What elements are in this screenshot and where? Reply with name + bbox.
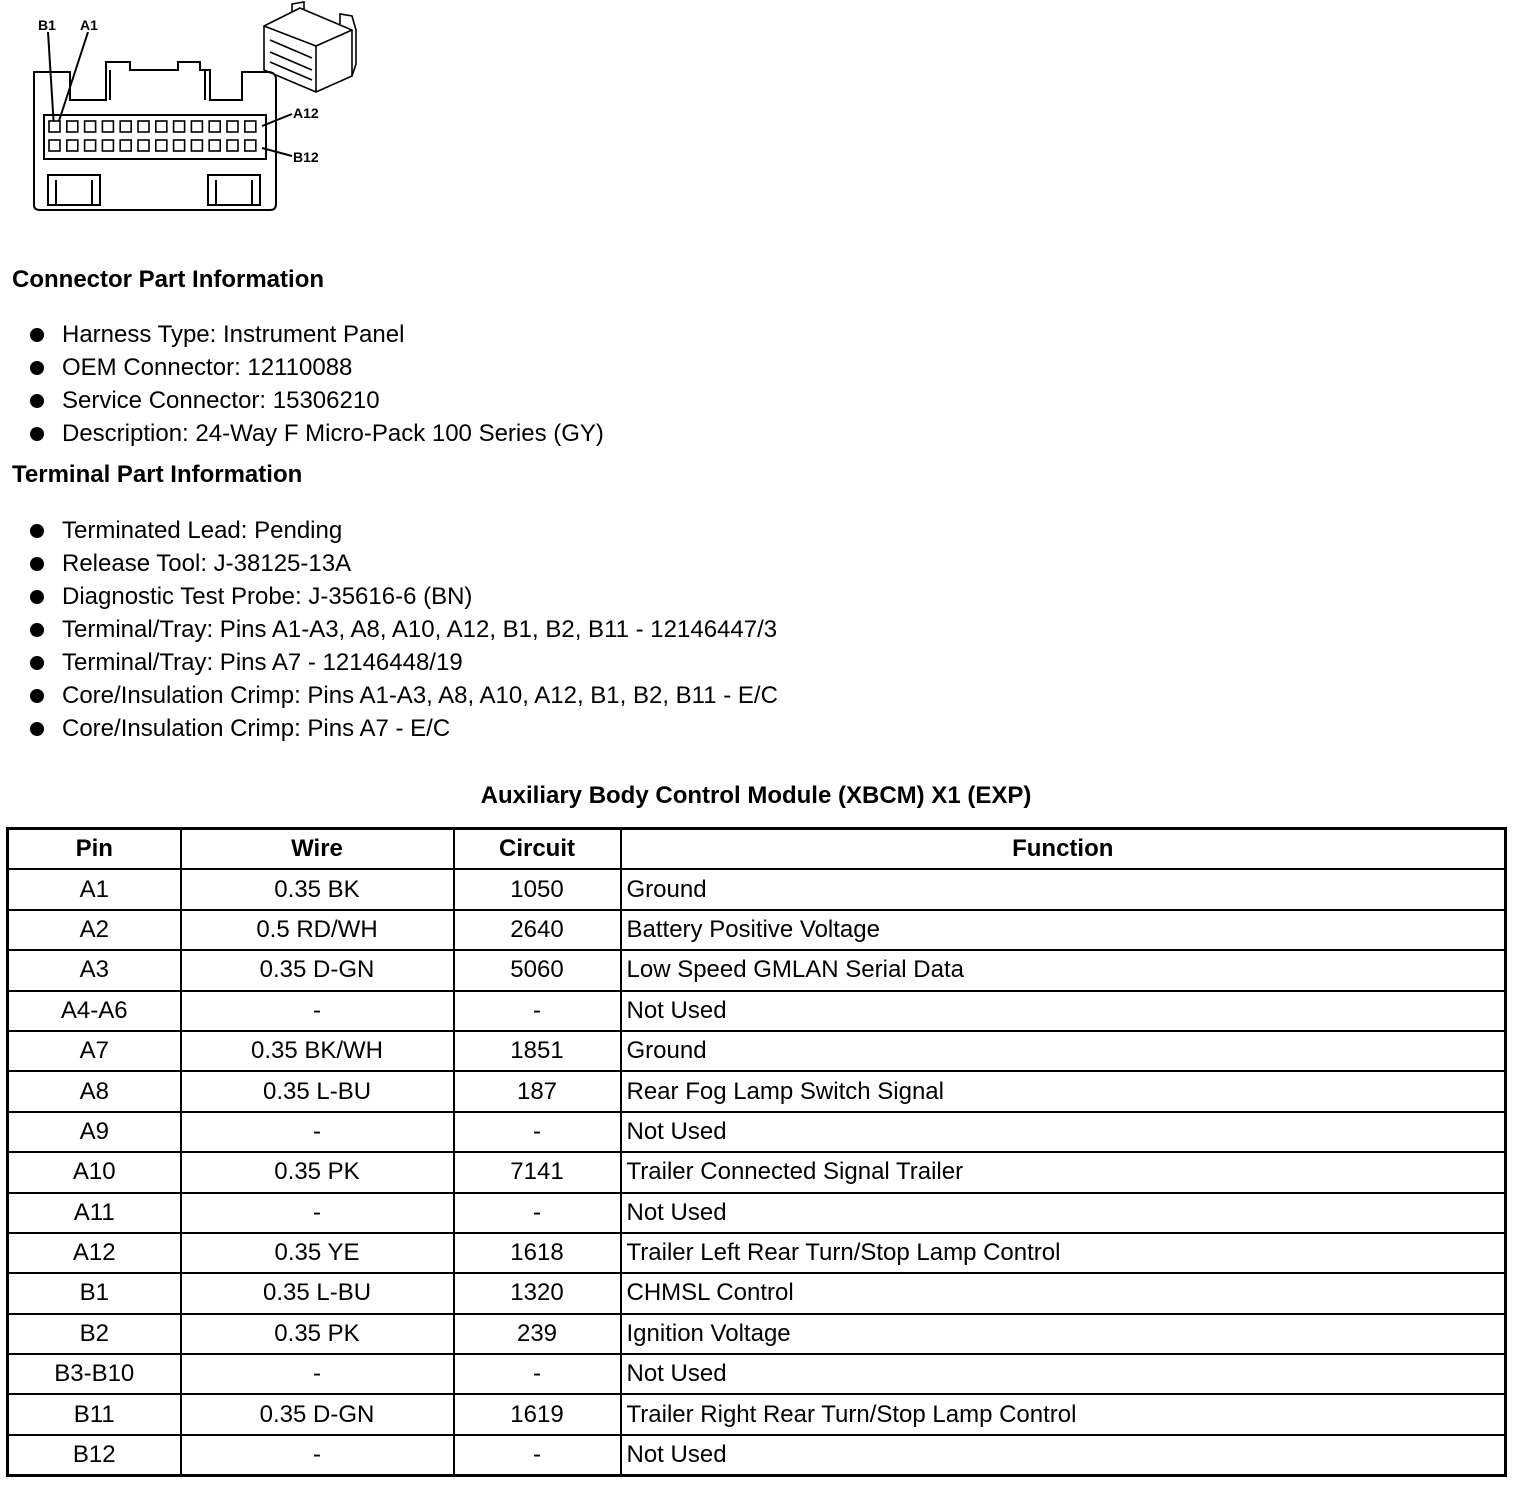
cell-pin: B12 bbox=[8, 1435, 181, 1476]
bullet-icon bbox=[30, 590, 44, 604]
cell-function: Not Used bbox=[621, 991, 1506, 1031]
terminal-info-item-text: Core/Insulation Crimp: Pins A7 - E/C bbox=[62, 715, 451, 742]
bullet-icon bbox=[30, 361, 44, 375]
cell-pin: B3-B10 bbox=[8, 1354, 181, 1394]
pin-cavity bbox=[191, 140, 202, 151]
terminal-info-title: Terminal Part Information bbox=[12, 461, 303, 488]
terminal-info-item bbox=[0, 613, 778, 646]
terminal-info-item-text: Terminated Lead: Pending bbox=[62, 517, 343, 544]
connector-info-item bbox=[0, 384, 604, 417]
cell-pin: A7 bbox=[8, 1031, 181, 1071]
connector-info-item-text: OEM Connector: 12110088 bbox=[62, 354, 353, 381]
cell-function: Not Used bbox=[621, 1354, 1506, 1394]
table-row bbox=[8, 1152, 1506, 1192]
pin-cavity bbox=[138, 140, 149, 151]
cell-pin: A8 bbox=[8, 1071, 181, 1111]
pin-cavity bbox=[227, 140, 238, 151]
label-a12: A12 bbox=[293, 105, 319, 121]
cell-pin: B2 bbox=[8, 1314, 181, 1354]
table-row bbox=[8, 869, 1506, 909]
table-row bbox=[8, 991, 1506, 1031]
cell-pin: A1 bbox=[8, 869, 181, 909]
cell-wire: 0.35 BK bbox=[181, 869, 454, 909]
pin-cavity bbox=[49, 140, 60, 151]
cell-pin: A3 bbox=[8, 950, 181, 990]
terminal-info-item-text: Terminal/Tray: Pins A7 - 12146448/19 bbox=[62, 649, 463, 676]
pin-cavity bbox=[156, 140, 167, 151]
pin-cavity bbox=[191, 121, 202, 132]
label-a1: A1 bbox=[80, 17, 98, 33]
cell-pin: A11 bbox=[8, 1193, 181, 1233]
header-circuit: Circuit bbox=[454, 829, 621, 870]
cell-function: Rear Fog Lamp Switch Signal bbox=[621, 1071, 1506, 1111]
connector-info-item bbox=[0, 351, 604, 384]
cell-circuit: 1619 bbox=[454, 1394, 621, 1434]
cell-wire: - bbox=[181, 1112, 454, 1152]
label-b1: B1 bbox=[38, 17, 56, 33]
pin-cavity bbox=[120, 140, 131, 151]
cell-wire: 0.35 PK bbox=[181, 1152, 454, 1192]
pin-cavity bbox=[49, 121, 60, 132]
cell-pin: B1 bbox=[8, 1273, 181, 1313]
bullet-icon bbox=[30, 722, 44, 736]
header-pin: Pin bbox=[8, 829, 181, 870]
pin-cavity bbox=[227, 121, 238, 132]
connector-diagram bbox=[0, 0, 400, 230]
cell-pin: A4-A6 bbox=[8, 991, 181, 1031]
cell-wire: 0.35 BK/WH bbox=[181, 1031, 454, 1071]
terminal-info-item-text: Core/Insulation Crimp: Pins A1-A3, A8, A10, A12, B1, B2, B11 - E/C bbox=[62, 682, 778, 709]
table-row bbox=[8, 1273, 1506, 1313]
cell-circuit: 1320 bbox=[454, 1273, 621, 1313]
table-row bbox=[8, 950, 1506, 990]
pin-cavity bbox=[156, 121, 167, 132]
table-header-row bbox=[8, 829, 1506, 870]
cell-circuit: - bbox=[454, 1354, 621, 1394]
cell-pin: A10 bbox=[8, 1152, 181, 1192]
cell-pin: A9 bbox=[8, 1112, 181, 1152]
pin-cavity bbox=[174, 121, 185, 132]
bullet-icon bbox=[30, 623, 44, 637]
pin-cavity bbox=[85, 121, 96, 132]
pin-cavity bbox=[245, 140, 256, 151]
table-row bbox=[8, 1071, 1506, 1111]
cell-circuit: - bbox=[454, 1435, 621, 1476]
pin-cavity bbox=[85, 140, 96, 151]
terminal-info-item bbox=[0, 679, 778, 712]
cell-function: Trailer Left Rear Turn/Stop Lamp Control bbox=[621, 1233, 1506, 1273]
pin-cavity bbox=[174, 140, 185, 151]
cell-circuit: - bbox=[454, 991, 621, 1031]
pin-cavity bbox=[102, 121, 113, 132]
connector-info-item bbox=[0, 417, 604, 450]
cell-pin: A2 bbox=[8, 910, 181, 950]
cell-circuit: - bbox=[454, 1112, 621, 1152]
bullet-icon bbox=[30, 656, 44, 670]
cell-wire: - bbox=[181, 1435, 454, 1476]
terminal-info-item bbox=[0, 547, 778, 580]
cell-function: CHMSL Control bbox=[621, 1273, 1506, 1313]
cell-function: Battery Positive Voltage bbox=[621, 910, 1506, 950]
bullet-icon bbox=[30, 328, 44, 342]
header-function: Function bbox=[621, 829, 1506, 870]
table-row bbox=[8, 1112, 1506, 1152]
cell-function: Ground bbox=[621, 869, 1506, 909]
connector-info-item-text: Harness Type: Instrument Panel bbox=[62, 321, 405, 348]
connector-info-list bbox=[0, 318, 604, 450]
cell-function: Low Speed GMLAN Serial Data bbox=[621, 950, 1506, 990]
terminal-info-item bbox=[0, 646, 778, 679]
terminal-info-list bbox=[0, 514, 778, 745]
pin-cavity bbox=[102, 140, 113, 151]
bullet-icon bbox=[30, 689, 44, 703]
connector-info-item-text: Service Connector: 15306210 bbox=[62, 387, 380, 414]
header-wire: Wire bbox=[181, 829, 454, 870]
cell-wire: 0.35 D-GN bbox=[181, 950, 454, 990]
terminal-info-item bbox=[0, 514, 778, 547]
bullet-icon bbox=[30, 557, 44, 571]
table-row bbox=[8, 1314, 1506, 1354]
terminal-info-item-text: Release Tool: J-38125-13A bbox=[62, 550, 352, 577]
table-row bbox=[8, 1435, 1506, 1476]
pin-cavity bbox=[245, 121, 256, 132]
pin-table bbox=[6, 827, 1507, 1477]
terminal-info-item bbox=[0, 580, 778, 613]
cell-circuit: 5060 bbox=[454, 950, 621, 990]
table-row bbox=[8, 910, 1506, 950]
cell-pin: B11 bbox=[8, 1394, 181, 1434]
cell-circuit: 239 bbox=[454, 1314, 621, 1354]
cell-function: Trailer Right Rear Turn/Stop Lamp Control bbox=[621, 1394, 1506, 1434]
cell-circuit: - bbox=[454, 1193, 621, 1233]
pin-cavity bbox=[67, 121, 78, 132]
bullet-icon bbox=[30, 394, 44, 408]
cell-function: Trailer Connected Signal Trailer bbox=[621, 1152, 1506, 1192]
bullet-icon bbox=[30, 427, 44, 441]
cell-wire: 0.5 RD/WH bbox=[181, 910, 454, 950]
bullet-icon bbox=[30, 524, 44, 538]
terminal-info-item bbox=[0, 712, 778, 745]
cell-circuit: 1050 bbox=[454, 869, 621, 909]
pin-table-title: Auxiliary Body Control Module (XBCM) X1 (EXP) bbox=[480, 782, 1032, 809]
cell-wire: - bbox=[181, 991, 454, 1031]
cell-wire: 0.35 L-BU bbox=[181, 1273, 454, 1313]
cell-wire: - bbox=[181, 1193, 454, 1233]
cell-wire: 0.35 D-GN bbox=[181, 1394, 454, 1434]
cell-circuit: 2640 bbox=[454, 910, 621, 950]
cell-pin: A12 bbox=[8, 1233, 181, 1273]
cell-circuit: 7141 bbox=[454, 1152, 621, 1192]
pin-cavity bbox=[138, 121, 149, 132]
label-b12: B12 bbox=[293, 149, 319, 165]
cell-wire: - bbox=[181, 1354, 454, 1394]
terminal-info-item-text: Terminal/Tray: Pins A1-A3, A8, A10, A12, B1, B2, B11 - 12146447/3 bbox=[62, 616, 778, 643]
pin-cavity bbox=[120, 121, 131, 132]
connector-3d-view-icon bbox=[264, 2, 356, 92]
table-row bbox=[8, 1394, 1506, 1434]
cell-function: Ground bbox=[621, 1031, 1506, 1071]
table-row bbox=[8, 1193, 1506, 1233]
pin-cavity bbox=[209, 140, 220, 151]
connector-info-item bbox=[0, 318, 604, 351]
cell-wire: 0.35 PK bbox=[181, 1314, 454, 1354]
cell-circuit: 1851 bbox=[454, 1031, 621, 1071]
pin-cavity bbox=[67, 140, 78, 151]
cell-function: Ignition Voltage bbox=[621, 1314, 1506, 1354]
pin-cavity bbox=[209, 121, 220, 132]
cell-circuit: 187 bbox=[454, 1071, 621, 1111]
cell-circuit: 1618 bbox=[454, 1233, 621, 1273]
cell-function: Not Used bbox=[621, 1112, 1506, 1152]
table-row bbox=[8, 1354, 1506, 1394]
table-row bbox=[8, 1233, 1506, 1273]
terminal-info-item-text: Diagnostic Test Probe: J-35616-6 (BN) bbox=[62, 583, 473, 610]
cell-wire: 0.35 L-BU bbox=[181, 1071, 454, 1111]
connector-info-title: Connector Part Information bbox=[12, 266, 325, 293]
table-row bbox=[8, 1031, 1506, 1071]
cell-function: Not Used bbox=[621, 1193, 1506, 1233]
cell-wire: 0.35 YE bbox=[181, 1233, 454, 1273]
connector-info-item-text: Description: 24-Way F Micro-Pack 100 Series (GY) bbox=[62, 420, 604, 447]
cell-function: Not Used bbox=[621, 1435, 1506, 1476]
